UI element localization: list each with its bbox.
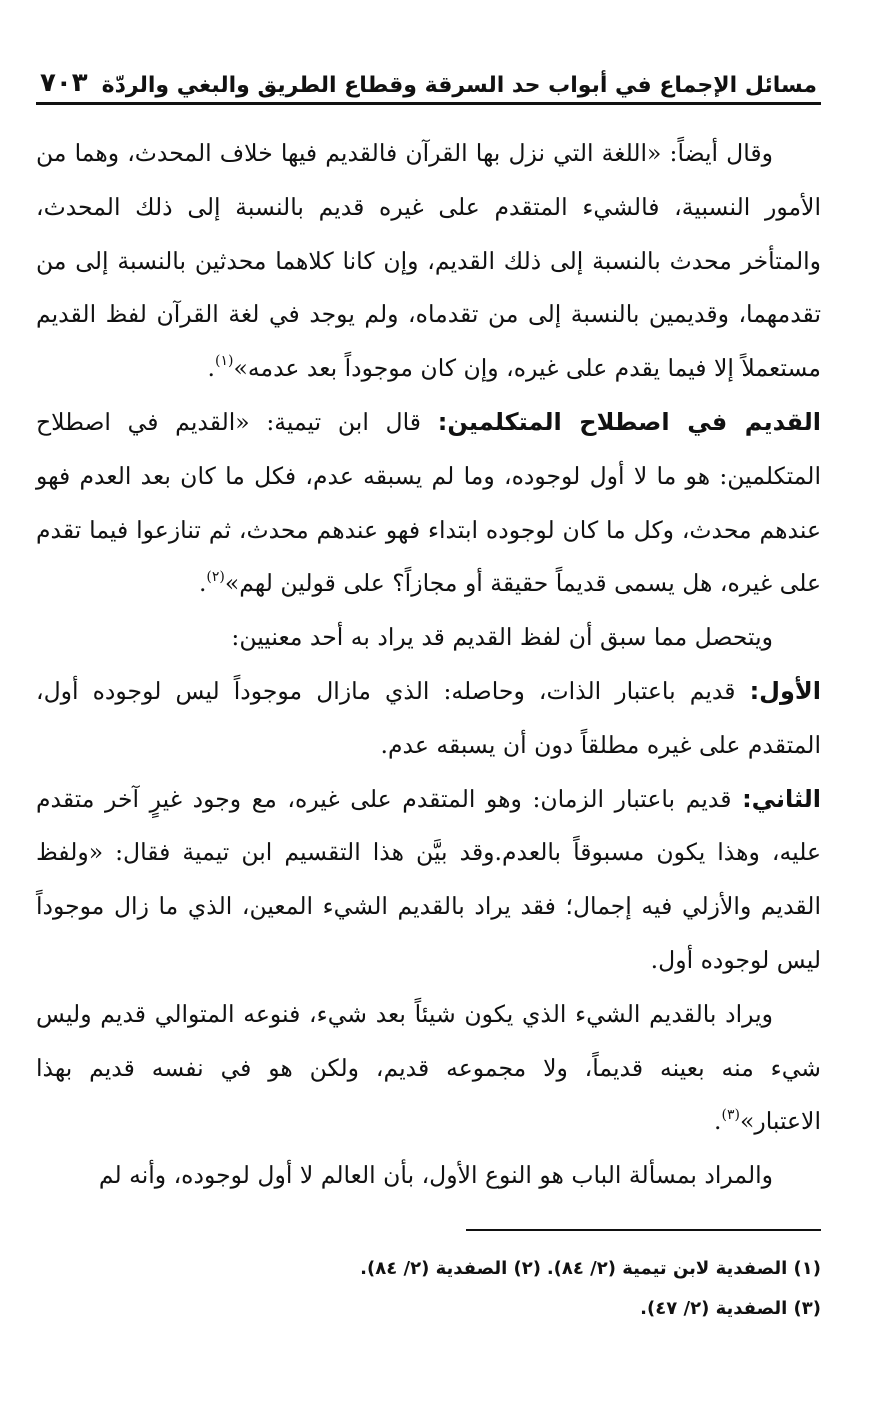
paragraph-5 [36,773,821,988]
paragraph-2-heading: القديم في اصطلاح المتكلمين: [437,407,821,436]
footnote-marker-1: (١) [215,353,234,370]
page-number: ٧٠٣ [40,68,88,98]
running-title: مسائل الإجماع في أبواب حد السرقة وقطاع الطريق والبغي والردّة [101,73,817,98]
paragraph-5-heading: الثاني: [742,784,821,813]
paragraph-6 [36,988,821,1149]
paragraph-3: ويتحصل مما سبق أن لفظ القديم قد يراد به أحد معنيين: [231,623,773,652]
footnote-row [36,1249,821,1289]
paragraph-4-text: قديم باعتبار الذات، وحاصله: الذي مازال موجوداً ليس لوجوده أول، المتقدم على غيره مطلقاً دون أن يسبقه عدم. [36,676,821,759]
paragraph-2-text: قال ابن تيمية: «القديم في اصطلاح المتكلمين: هو ما لا أول لوجوده، وما لم يسبقه عدم، فكل ما كان بعد العدم فهو عندهم محدث، وكل ما كان لوجوده ابتداء فهو عندهم محدث، ثم تنازعوا فيما تقدم على غيره، هل يسمى قديماً حقيقة أو مجازاً؟ على قولين لهم» [36,407,821,598]
footnotes [36,1249,821,1329]
book-page [36,52,821,1329]
paragraph-4-heading: الأول: [749,676,821,705]
footnote-row [36,1289,821,1329]
paragraph-5-text: قديم باعتبار الزمان: وهو المتقدم على غيره، مع وجود غيرٍ آخر متقدم عليه، وهذا يكون مسبوقاً بالعدم.وقد بيَّن هذا التقسيم ابن تيمية فقال: «ولفظ القديم والأزلي فيه إجمال؛ فقد يراد بالقديم الشيء المعين، الذي ما زال موجوداً ليس لوجوده أول. [36,784,821,974]
footnote-marker-2: (٢) [206,568,225,585]
paragraph-2 [36,396,821,611]
paragraph-7: والمراد بمسألة الباب هو النوع الأول، بأن العالم لا أول لوجوده، وأنه لم [98,1161,773,1190]
paragraph-2-end: . [198,569,207,598]
footnote-2: (٢) الصفدية (٢/ ٨٤). [360,1257,541,1279]
paragraph-1 [36,127,821,396]
paragraph-6-end: . [714,1107,722,1136]
paragraph-1-end: . [207,354,216,383]
footnote-marker-3: (٣) [721,1106,740,1123]
page-header [36,52,821,105]
paragraph-6-text: ويراد بالقديم الشيء الذي يكون شيئاً بعد شيء، فنوعه المتوالي قديم وليس شيء منه بعينه قديماً، ولا مجموعه قديم، ولكن هو في نفسه قديم بهذا الاعتبار» [36,999,821,1136]
body-text [36,127,821,1203]
footnote-3: (٣) الصفدية (٢/ ٤٧). [640,1297,821,1319]
paragraph-1-text: وقال أيضاً: «اللغة التي نزل بها القرآن فالقديم فيها خلاف المحدث، وهما من الأمور النسبية، فالشيء المتقدم على غيره قديم بالنسبة إلى ذلك المحدث، والمتأخر محدث بالنسبة إلى ذلك القديم، وإن كانا كلاهما محدثين بالنسبة إلى من تقدمهما، وقديمين بالنسبة إلى من تقدماه، ولم يوجد في لغة القرآن لفظ القديم مستعملاً إلا فيما يقدم على غيره، وإن كان موجوداً بعد عدمه» [36,139,821,383]
paragraph-4 [36,665,821,773]
footnote-1: (١) الصفدية لابن تيمية (٢/ ٨٤). [546,1257,821,1279]
footnote-divider [466,1229,821,1231]
